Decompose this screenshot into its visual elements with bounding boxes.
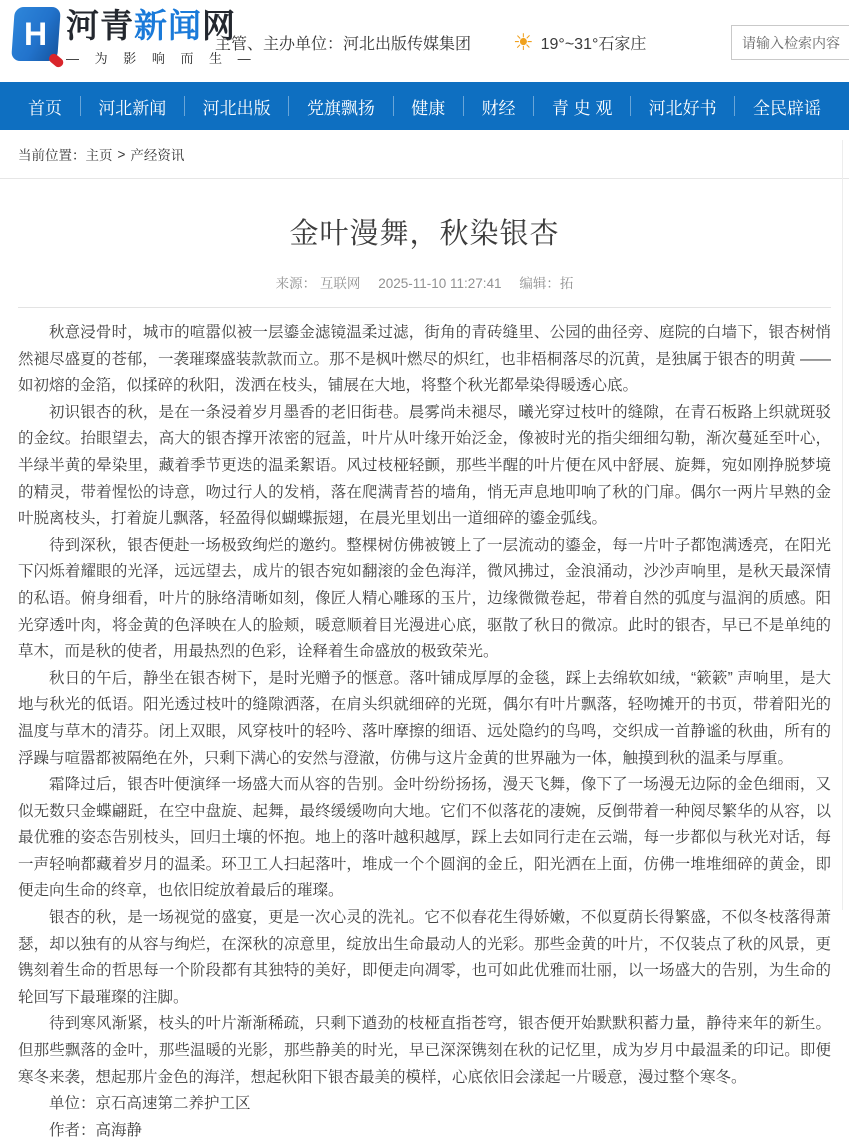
site-header xyxy=(0,0,849,82)
site-name-part2: 新闻 xyxy=(134,7,202,44)
nav-divider xyxy=(184,96,185,116)
nav-item-hebei-publishing[interactable]: 河北出版 xyxy=(202,98,271,118)
article-main xyxy=(0,211,849,1144)
article-body xyxy=(18,320,831,1144)
nav-item-health[interactable]: 健康 xyxy=(411,98,446,118)
nav-item-history-view[interactable]: 青 史 观 xyxy=(551,98,613,118)
logo-letter: H xyxy=(24,16,48,52)
nav-item-hebei-books[interactable]: 河北好书 xyxy=(648,98,717,118)
nav-divider xyxy=(288,96,289,116)
sun-icon: ☀ xyxy=(513,29,534,55)
search-input[interactable] xyxy=(731,25,849,60)
nav-item-finance[interactable]: 财经 xyxy=(481,98,516,118)
article-paragraph: 秋意浸骨时，城市的喧嚣似被一层鎏金滤镜温柔过滤，街角的青砖缝里、公园的曲径旁、庭院的白墙下，银杏树悄然褪尽盛夏的苍郁，一袭璀璨盛装款款而立。那不是枫叶燃尽的炽红，也非梧桐落尽的沉黄，是独属于银杏的明黄 —— 如初熔的金箔，似揉碎的秋阳，泼洒在枝头，铺展在大地，将整个秋光都晕染得暖透心底。 xyxy=(18,324,831,395)
nav-item-rumor-refute[interactable]: 全民辟谣 xyxy=(752,98,821,118)
site-name-part1: 河青 xyxy=(66,7,134,44)
site-logo-icon[interactable] xyxy=(11,7,61,61)
weather-widget xyxy=(513,31,646,54)
meta-divider xyxy=(18,307,831,308)
article-paragraph: 待到深秋，银杏便赴一场极致绚烂的邀约。整棵树仿佛被镀上了一层流动的鎏金，每一片叶子都饱满透亮，在阳光下闪烁着耀眼的光泽，远远望去，成片的银杏宛如翻滚的金色海洋，微风拂过，金浪涌动，沙沙声响里，是秋天最深情的私语。俯身细看，叶片的脉络清晰如刻，像匠人精心雕琢的玉片，边缘微微卷起，带着自然的弧度与温润的质感。阳光穿透叶肉，将金黄的色泽映在人的脸颊，暖意顺着目光漫进心底，驱散了秋日的微凉。此时的银杏，早已不是单纯的草木，而是秋的使者，用最热烈的色彩，诠释着生命盛放的极致荣光。 xyxy=(18,536,831,661)
nav-divider xyxy=(463,96,464,116)
article-paragraph: 霜降过后，银杏叶便演绎一场盛大而从容的告别。金叶纷纷扬扬，漫天飞舞，像下了一场漫无边际的金色细雨，又似无数只金蝶翩跹，在空中盘旋、起舞，最终缓缓吻向大地。它们不似落花的凄婉，反倒带着一种阅尽繁华的从容，以最优雅的姿态告别枝头，回归土壤的怀抱。地上的落叶越积越厚，踩上去如同行走在云端，每一步都似与秋光对话，每一声轻响都藏着岁月的温柔。环卫工人扫起落叶，堆成一个个圆润的金丘，阳光洒在上面，仿佛一堆堆细碎的黄金，即便走向生命的终章，也依旧绽放着最后的璀璨。 xyxy=(18,776,831,900)
article-meta xyxy=(18,272,831,292)
nav-divider xyxy=(393,96,394,116)
breadcrumb-label: 当前位置： xyxy=(18,148,86,163)
breadcrumb-home-link[interactable]: 主页 xyxy=(85,148,113,163)
nav-divider xyxy=(734,96,735,116)
content-right-edge xyxy=(842,140,843,910)
article-unit: 单位：京石高速第二养护工区 xyxy=(49,1095,251,1113)
article-title: 金叶漫舞，秋染银杏 xyxy=(289,218,560,250)
nav-item-home[interactable]: 首页 xyxy=(28,98,62,118)
article-source: 来源： 互联网 xyxy=(275,276,361,291)
logo-comma-accent xyxy=(47,52,65,69)
article-editor: 编辑：拓 xyxy=(519,276,574,291)
nav-item-hebei-news[interactable]: 河北新闻 xyxy=(98,98,167,118)
article-paragraph: 秋日的午后，静坐在银杏树下，是时光赠予的惬意。落叶铺成厚厚的金毯，踩上去绵软如绒，“簌簌” 声响里，是大地与秋光的低语。阳光透过枝叶的缝隙洒落，在肩头织就细碎的光斑，偶尔有叶片飘落，轻吻摊开的书页，带着阳光的温度与草木的清芬。闭上双眼，风穿枝叶的轻吟、落叶摩擦的细语、远处隐约的鸟鸣，交织成一首静谧的秋曲，所有的浮躁与喧嚣都被隔绝在外，只剩下满心的安然与澄澈，仿佛与这片金黄的世界融为一体，触摸到秋的温柔与厚重。 xyxy=(18,669,831,767)
article-author: 作者：高海静 xyxy=(49,1121,143,1139)
nav-divider xyxy=(630,96,631,116)
sponsor-text: 主管、主办单位：河北出版传媒集团 xyxy=(215,36,472,53)
breadcrumb-separator: > xyxy=(117,146,126,162)
article-paragraph: 银杏的秋，是一场视觉的盛宴，更是一次心灵的洗礼。它不似春花生得娇嫩，不似夏荫长得繁盛，不似冬枝落得萧瑟，却以独有的从容与绚烂，在深秋的凉意里，绽放出生命最动人的光彩。那些金黄的叶片，不仅装点了秋的风景，更镌刻着生命的哲思每一个阶段都有其独特的美好，即便走向凋零，也可如此优雅而壮丽，以一场盛大的告别，为生命的轮回写下最璀璨的注脚。 xyxy=(18,909,831,1006)
article-paragraph: 初识银杏的秋，是在一条浸着岁月墨香的老旧街巷。晨雾尚未褪尽，曦光穿过枝叶的缝隙，在青石板路上织就斑驳的金纹。抬眼望去，高大的银杏撑开浓密的冠盖，叶片从叶缘开始泛金，像被时光的指尖细细勾勒，渐次蔓延至叶心，半绿半黄的晕染里，藏着季节更迭的温柔絮语。风过枝桠轻颤，那些半醒的叶片便在风中舒展、旋舞，宛如刚挣脱梦境的精灵，带着惺忪的诗意，吻过行人的发梢，落在爬满青苔的墙角，悄无声息地叩响了秋的门扉。偶尔一两片早熟的金叶脱离枝头，打着旋儿飘落，轻盈得似蝴蝶振翅，在晨光里划出一道细碎的鎏金弧线。 xyxy=(18,403,831,528)
nav-item-party-flag[interactable]: 党旗飘扬 xyxy=(306,98,375,118)
breadcrumb xyxy=(0,130,849,179)
site-tagline: — 为 影 响 而 生 — xyxy=(66,51,257,67)
article-paragraph: 待到寒风渐紧，枝头的叶片渐渐稀疏，只剩下遒劲的枝桠直指苍穹，银杏便开始默默积蓄力量，静待来年的新生。但那些飘落的金叶，那些温暖的光影，那些静美的时光，早已深深镌刻在秋的记忆里，成为岁月中最温柔的印记。即便寒冬来袭，想起那片金色的海洋，想起秋阳下银杏最美的模样，心底依旧会漾起一片暖意，漫过整个寒冬。 xyxy=(18,1015,831,1086)
nav-divider xyxy=(533,96,534,116)
site-name-part3: 网 xyxy=(202,7,236,44)
breadcrumb-current-link[interactable]: 产经资讯 xyxy=(130,148,185,163)
article-datetime: 2025-11-10 11:27:41 xyxy=(378,276,502,291)
nav-divider xyxy=(80,96,81,116)
main-nav xyxy=(0,82,849,130)
weather-text: 19°~31°石家庄 xyxy=(540,36,647,53)
